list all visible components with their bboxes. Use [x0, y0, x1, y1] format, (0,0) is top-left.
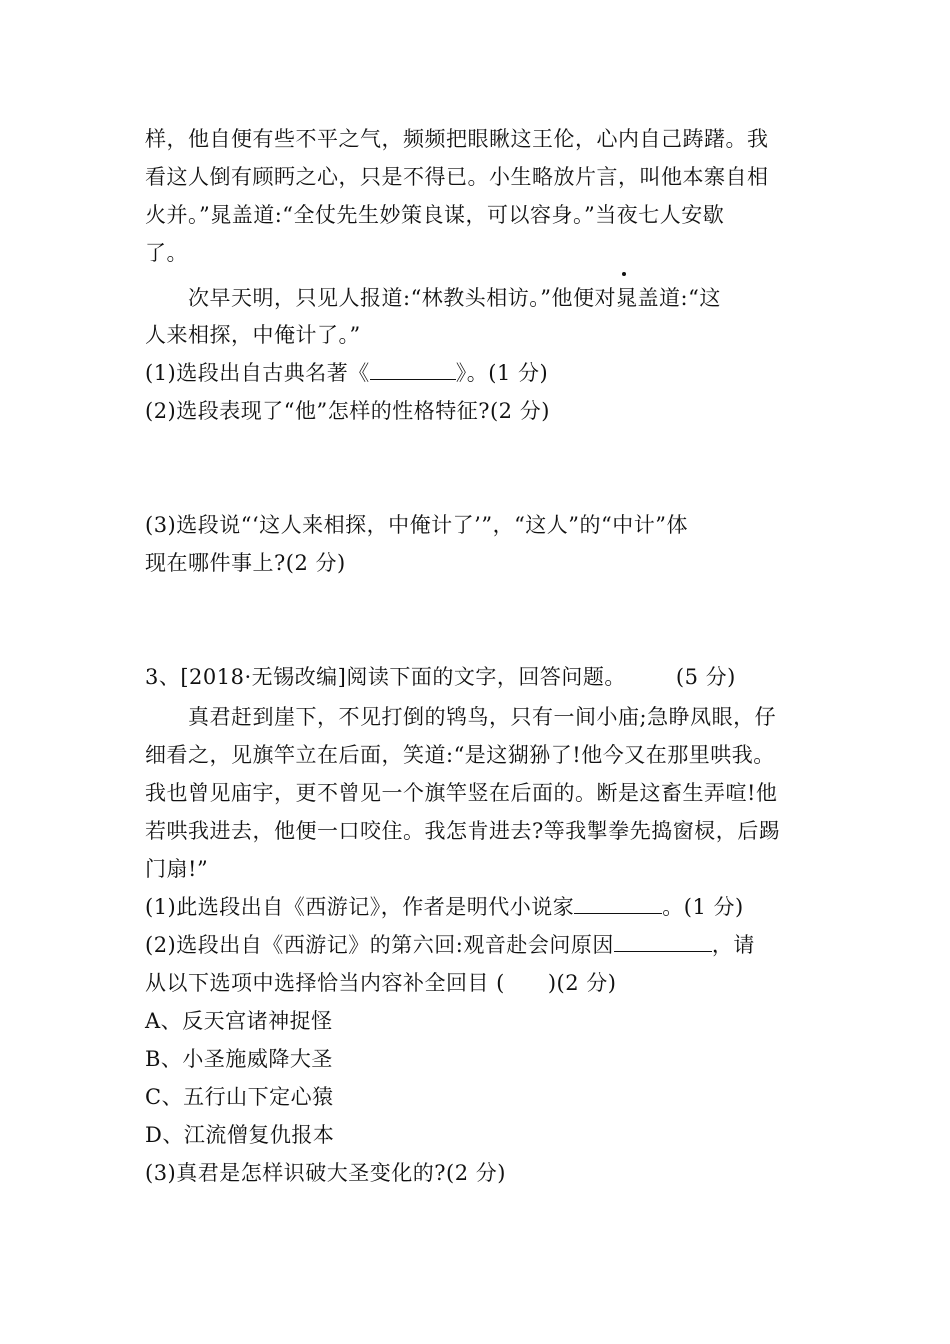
passage-line: 人来相探，中俺计了。” — [145, 323, 361, 347]
passage-line: 我也曾见庙宇，更不曾见一个旗竿竖在后面的。断是这畜生弄喧!他 — [145, 781, 778, 805]
question-2-1 — [145, 358, 548, 388]
option-d: D、江流僧复仇报本 — [145, 1123, 335, 1147]
passage-line: 真君赶到崖下，不见打倒的鸨鸟，只有一间小庙;急睁凤眼，仔 — [188, 705, 777, 729]
question-text: (2)选段出自《西游记》的第六回:观音赴会问原因 — [145, 933, 614, 957]
answer-blank[interactable] — [574, 895, 662, 914]
question-text: 。(1 分) — [662, 895, 744, 919]
section-points: (5 分) — [675, 665, 736, 689]
question-text: 》。(1 分) — [455, 361, 549, 385]
section-title: 3、[2018·无锡改编]阅读下面的文字，回答问题。 — [145, 665, 626, 689]
section-3-header — [145, 662, 736, 692]
question-3-2-cont: 从以下选项中选择恰当内容补全回目 ( )(2 分) — [145, 971, 617, 995]
question-text: (1)选段出自古典名著《 — [145, 361, 370, 385]
question-2-2: (2)选段表现了“他”怎样的性格特征?(2 分) — [145, 399, 550, 423]
emphasis-dot — [622, 272, 626, 276]
question-text: (1)此选段出自《西游记》，作者是明代小说家 — [145, 895, 575, 919]
passage-line: 次早天明，只见人报道:“林教头相访。”他便对晁盖道:“这 — [188, 286, 721, 310]
option-a: A、反天宫诸神捉怪 — [145, 1009, 333, 1033]
question-3-3: (3)真君是怎样识破大圣变化的?(2 分) — [145, 1161, 506, 1185]
question-2-3: (3)选段说“‘这人来相探，中俺计了’”，“这人”的“中计”体 — [145, 513, 689, 537]
passage-line: 了。 — [145, 241, 188, 265]
question-text: ，请 — [711, 933, 755, 957]
passage-line: 火并。”晁盖道:“全仗先生妙策良谋，可以容身。”当夜七人安歇 — [145, 203, 725, 227]
passage-line: 若哄我进去，他便一口咬住。我怎肯进去?等我掣拳先捣窗棂，后踢 — [145, 819, 781, 843]
passage-line: 门扇!” — [145, 857, 209, 881]
question-3-1 — [145, 892, 744, 922]
option-b: B、小圣施威降大圣 — [145, 1047, 333, 1071]
answer-blank[interactable] — [614, 933, 712, 952]
option-c: C、五行山下定心猿 — [145, 1085, 334, 1109]
answer-blank[interactable] — [370, 361, 456, 380]
passage-line: 看这人倒有顾眄之心，只是不得已。小生略放片言，叫他本寨自相 — [145, 165, 769, 189]
passage-line: 细看之，见旗竿立在后面，笑道:“是这猢狲了!他今又在那里哄我。 — [145, 743, 775, 767]
question-3-2 — [145, 930, 755, 960]
question-2-3-cont: 现在哪件事上?(2 分) — [145, 551, 346, 575]
passage-line: 样，他自便有些不平之气，频频把眼瞅这王伦，心内自己踌躇。我 — [145, 127, 769, 151]
